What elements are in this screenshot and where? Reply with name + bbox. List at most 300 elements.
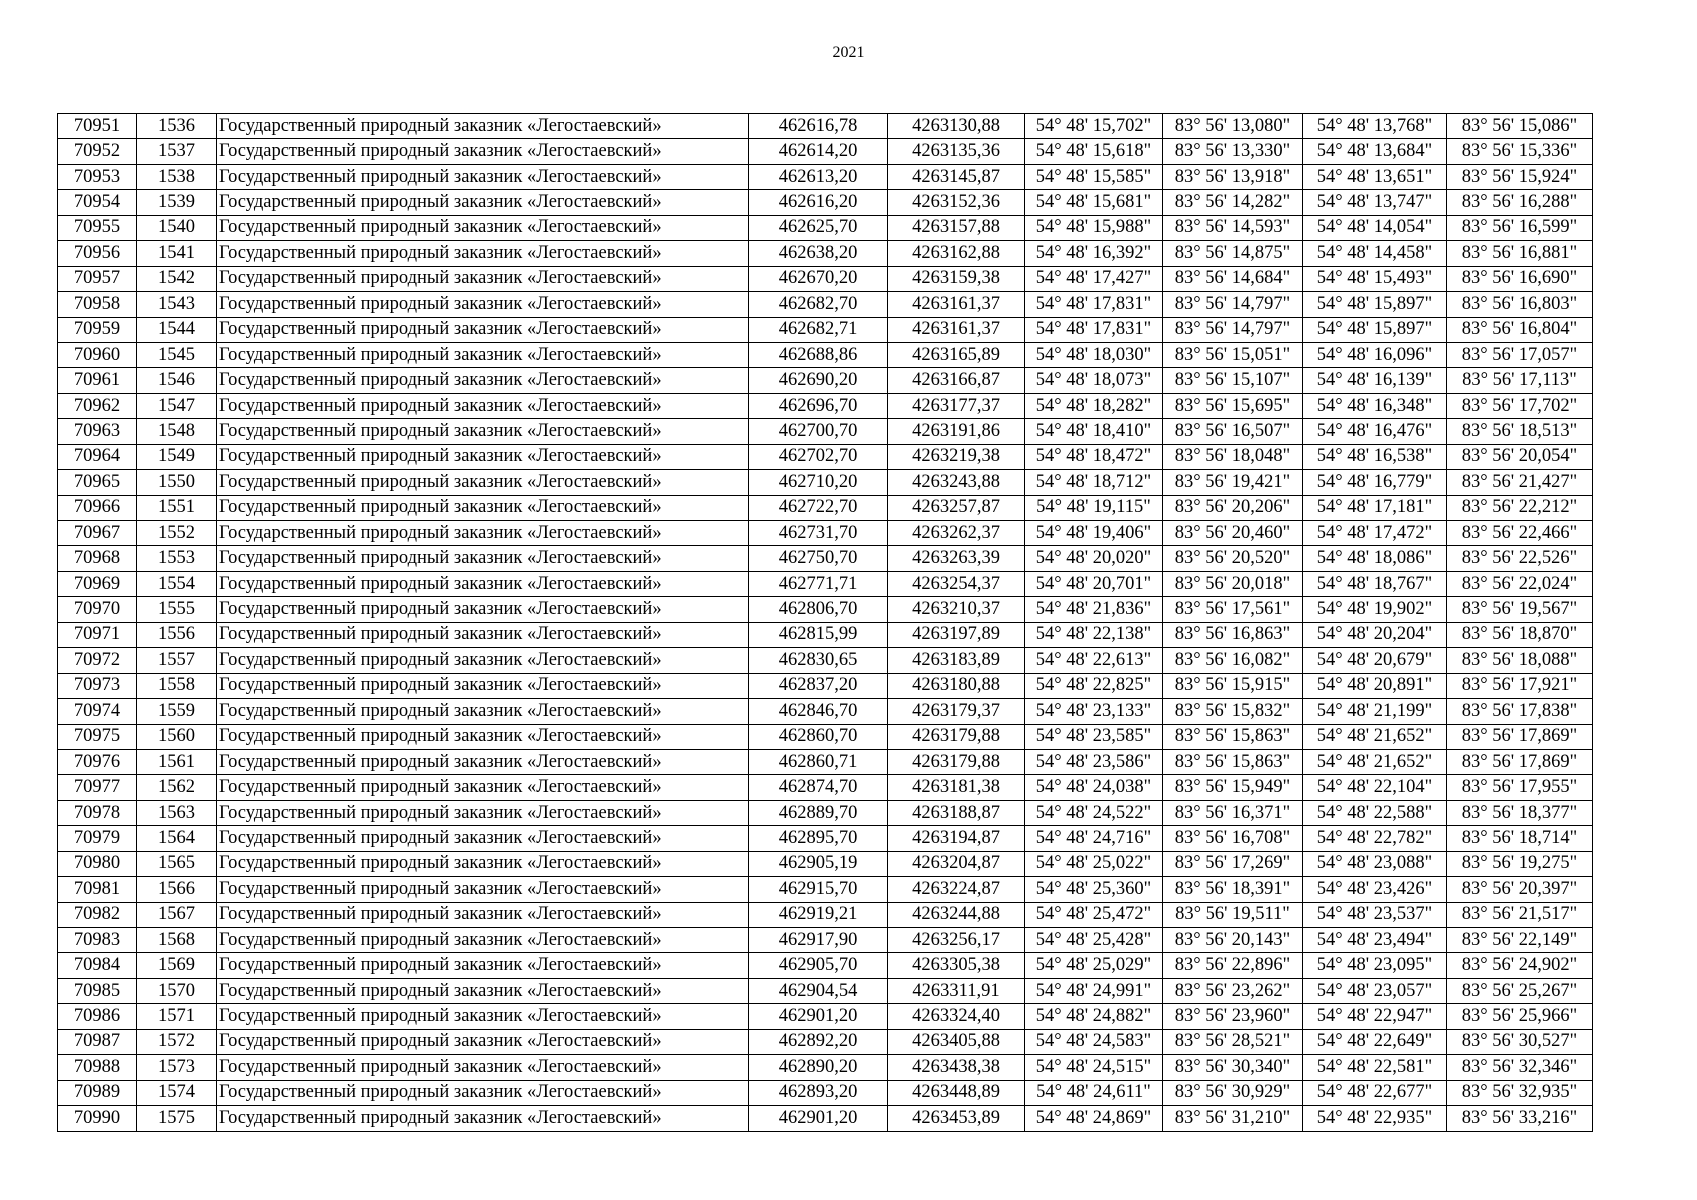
point-number-cell: 1542 [137,266,217,291]
lat-2-cell: 54° 48' 16,538" [1303,444,1447,469]
lat-2-cell: 54° 48' 19,902" [1303,597,1447,622]
point-number-cell: 1538 [137,164,217,189]
table-row [58,571,1593,596]
y-coord-cell: 4263130,88 [888,114,1025,139]
x-coord-cell: 462892,20 [749,1029,888,1054]
x-coord-cell: 462893,20 [749,1080,888,1105]
lat-2-cell: 54° 48' 23,426" [1303,877,1447,902]
lat-1-cell: 54° 48' 15,988" [1025,215,1163,240]
row-id-cell: 70971 [58,622,137,647]
lon-1-cell: 83° 56' 18,391" [1163,877,1303,902]
lon-1-cell: 83° 56' 16,708" [1163,826,1303,851]
table-row [58,495,1593,520]
name-cell: Государственный природный заказник «Легостаевский» [217,1029,749,1054]
lon-2-cell: 83° 56' 22,526" [1447,546,1593,571]
lat-2-cell: 54° 48' 23,095" [1303,953,1447,978]
lat-2-cell: 54° 48' 20,679" [1303,648,1447,673]
name-cell: Государственный природный заказник «Легостаевский» [217,597,749,622]
lon-2-cell: 83° 56' 15,924" [1447,164,1593,189]
lon-2-cell: 83° 56' 18,377" [1447,800,1593,825]
lon-1-cell: 83° 56' 22,896" [1163,953,1303,978]
y-coord-cell: 4263438,38 [888,1055,1025,1080]
lat-2-cell: 54° 48' 22,649" [1303,1029,1447,1054]
lat-2-cell: 54° 48' 22,104" [1303,775,1447,800]
lat-2-cell: 54° 48' 22,947" [1303,1004,1447,1029]
name-cell: Государственный природный заказник «Легостаевский» [217,953,749,978]
y-coord-cell: 4263191,86 [888,419,1025,444]
x-coord-cell: 462670,20 [749,266,888,291]
x-coord-cell: 462815,99 [749,622,888,647]
lon-1-cell: 83° 56' 13,918" [1163,164,1303,189]
lat-1-cell: 54° 48' 15,681" [1025,190,1163,215]
lat-2-cell: 54° 48' 22,935" [1303,1106,1447,1131]
name-cell: Государственный природный заказник «Легостаевский» [217,648,749,673]
point-number-cell: 1573 [137,1055,217,1080]
lon-1-cell: 83° 56' 15,107" [1163,368,1303,393]
y-coord-cell: 4263145,87 [888,164,1025,189]
x-coord-cell: 462731,70 [749,521,888,546]
y-coord-cell: 4263305,38 [888,953,1025,978]
lat-2-cell: 54° 48' 16,139" [1303,368,1447,393]
row-id-cell: 70967 [58,521,137,546]
y-coord-cell: 4263188,87 [888,800,1025,825]
name-cell: Государственный природный заказник «Легостаевский» [217,241,749,266]
lat-2-cell: 54° 48' 16,096" [1303,342,1447,367]
row-id-cell: 70959 [58,317,137,342]
y-coord-cell: 4263262,37 [888,521,1025,546]
y-coord-cell: 4263256,17 [888,928,1025,953]
lon-1-cell: 83° 56' 28,521" [1163,1029,1303,1054]
row-id-cell: 70969 [58,571,137,596]
lon-2-cell: 83° 56' 17,955" [1447,775,1593,800]
lat-1-cell: 54° 48' 24,869" [1025,1106,1163,1131]
row-id-cell: 70964 [58,444,137,469]
name-cell: Государственный природный заказник «Легостаевский» [217,1080,749,1105]
point-number-cell: 1567 [137,902,217,927]
point-number-cell: 1553 [137,546,217,571]
x-coord-cell: 462700,70 [749,419,888,444]
lat-1-cell: 54° 48' 16,392" [1025,241,1163,266]
lon-1-cell: 83° 56' 16,507" [1163,419,1303,444]
table-row [58,1080,1593,1105]
point-number-cell: 1548 [137,419,217,444]
row-id-cell: 70952 [58,139,137,164]
y-coord-cell: 4263152,36 [888,190,1025,215]
name-cell: Государственный природный заказник «Легостаевский» [217,800,749,825]
lon-2-cell: 83° 56' 17,838" [1447,699,1593,724]
name-cell: Государственный природный заказник «Легостаевский» [217,164,749,189]
y-coord-cell: 4263135,36 [888,139,1025,164]
lon-1-cell: 83° 56' 18,048" [1163,444,1303,469]
x-coord-cell: 462750,70 [749,546,888,571]
lat-2-cell: 54° 48' 15,897" [1303,292,1447,317]
lat-1-cell: 54° 48' 18,472" [1025,444,1163,469]
lon-2-cell: 83° 56' 16,288" [1447,190,1593,215]
table-row [58,470,1593,495]
name-cell: Государственный природный заказник «Легостаевский» [217,393,749,418]
y-coord-cell: 4263177,37 [888,393,1025,418]
row-id-cell: 70980 [58,851,137,876]
x-coord-cell: 462771,71 [749,571,888,596]
row-id-cell: 70990 [58,1106,137,1131]
lon-1-cell: 83° 56' 14,797" [1163,317,1303,342]
lat-2-cell: 54° 48' 22,782" [1303,826,1447,851]
point-number-cell: 1556 [137,622,217,647]
row-id-cell: 70962 [58,393,137,418]
y-coord-cell: 4263311,91 [888,978,1025,1003]
table-row [58,342,1593,367]
lon-2-cell: 83° 56' 25,966" [1447,1004,1593,1029]
row-id-cell: 70965 [58,470,137,495]
row-id-cell: 70987 [58,1029,137,1054]
table-row [58,546,1593,571]
lon-1-cell: 83° 56' 23,960" [1163,1004,1303,1029]
point-number-cell: 1562 [137,775,217,800]
x-coord-cell: 462915,70 [749,877,888,902]
table-row [58,597,1593,622]
lat-2-cell: 54° 48' 21,199" [1303,699,1447,724]
lat-1-cell: 54° 48' 24,991" [1025,978,1163,1003]
lat-1-cell: 54° 48' 25,360" [1025,877,1163,902]
y-coord-cell: 4263254,37 [888,571,1025,596]
name-cell: Государственный природный заказник «Легостаевский» [217,470,749,495]
point-number-cell: 1574 [137,1080,217,1105]
name-cell: Государственный природный заказник «Легостаевский» [217,877,749,902]
row-id-cell: 70970 [58,597,137,622]
x-coord-cell: 462837,20 [749,673,888,698]
lat-1-cell: 54° 48' 17,831" [1025,317,1163,342]
lon-1-cell: 83° 56' 20,018" [1163,571,1303,596]
x-coord-cell: 462614,20 [749,139,888,164]
lat-2-cell: 54° 48' 13,684" [1303,139,1447,164]
y-coord-cell: 4263159,38 [888,266,1025,291]
lon-1-cell: 83° 56' 16,082" [1163,648,1303,673]
lon-1-cell: 83° 56' 17,269" [1163,851,1303,876]
lat-1-cell: 54° 48' 19,406" [1025,521,1163,546]
x-coord-cell: 462722,70 [749,495,888,520]
y-coord-cell: 4263166,87 [888,368,1025,393]
lat-1-cell: 54° 48' 23,586" [1025,749,1163,774]
lon-1-cell: 83° 56' 15,863" [1163,724,1303,749]
lon-1-cell: 83° 56' 20,206" [1163,495,1303,520]
lat-1-cell: 54° 48' 15,618" [1025,139,1163,164]
table-row [58,826,1593,851]
y-coord-cell: 4263243,88 [888,470,1025,495]
lon-2-cell: 83° 56' 22,024" [1447,571,1593,596]
table-row [58,393,1593,418]
name-cell: Государственный природный заказник «Легостаевский» [217,292,749,317]
y-coord-cell: 4263197,89 [888,622,1025,647]
name-cell: Государственный природный заказник «Легостаевский» [217,699,749,724]
point-number-cell: 1552 [137,521,217,546]
table-row [58,749,1593,774]
row-id-cell: 70951 [58,114,137,139]
table-row [58,164,1593,189]
point-number-cell: 1575 [137,1106,217,1131]
lat-1-cell: 54° 48' 18,030" [1025,342,1163,367]
point-number-cell: 1550 [137,470,217,495]
table-row [58,978,1593,1003]
lat-1-cell: 54° 48' 24,583" [1025,1029,1163,1054]
name-cell: Государственный природный заказник «Легостаевский» [217,826,749,851]
x-coord-cell: 462688,86 [749,342,888,367]
x-coord-cell: 462702,70 [749,444,888,469]
name-cell: Государственный природный заказник «Легостаевский» [217,266,749,291]
lon-1-cell: 83° 56' 15,832" [1163,699,1303,724]
y-coord-cell: 4263157,88 [888,215,1025,240]
row-id-cell: 70988 [58,1055,137,1080]
y-coord-cell: 4263181,38 [888,775,1025,800]
row-id-cell: 70985 [58,978,137,1003]
x-coord-cell: 462895,70 [749,826,888,851]
table-row [58,241,1593,266]
y-coord-cell: 4263179,88 [888,724,1025,749]
lat-2-cell: 54° 48' 14,054" [1303,215,1447,240]
lat-1-cell: 54° 48' 21,836" [1025,597,1163,622]
x-coord-cell: 462905,19 [749,851,888,876]
y-coord-cell: 4263183,89 [888,648,1025,673]
lon-1-cell: 83° 56' 20,460" [1163,521,1303,546]
lon-2-cell: 83° 56' 25,267" [1447,978,1593,1003]
row-id-cell: 70982 [58,902,137,927]
row-id-cell: 70953 [58,164,137,189]
lon-2-cell: 83° 56' 18,513" [1447,419,1593,444]
point-number-cell: 1572 [137,1029,217,1054]
row-id-cell: 70986 [58,1004,137,1029]
point-number-cell: 1551 [137,495,217,520]
y-coord-cell: 4263180,88 [888,673,1025,698]
x-coord-cell: 462905,70 [749,953,888,978]
y-coord-cell: 4263161,37 [888,317,1025,342]
table-row [58,139,1593,164]
table-row [58,1055,1593,1080]
table-row [58,292,1593,317]
y-coord-cell: 4263162,88 [888,241,1025,266]
point-number-cell: 1565 [137,851,217,876]
table-row [58,266,1593,291]
name-cell: Государственный природный заказник «Легостаевский» [217,1106,749,1131]
lon-1-cell: 83° 56' 30,340" [1163,1055,1303,1080]
name-cell: Государственный природный заказник «Легостаевский» [217,1055,749,1080]
point-number-cell: 1539 [137,190,217,215]
row-id-cell: 70957 [58,266,137,291]
row-id-cell: 70972 [58,648,137,673]
lat-2-cell: 54° 48' 20,204" [1303,622,1447,647]
lat-1-cell: 54° 48' 22,825" [1025,673,1163,698]
lon-2-cell: 83° 56' 15,086" [1447,114,1593,139]
lon-1-cell: 83° 56' 16,371" [1163,800,1303,825]
lon-2-cell: 83° 56' 16,599" [1447,215,1593,240]
lat-1-cell: 54° 48' 25,428" [1025,928,1163,953]
lon-2-cell: 83° 56' 17,869" [1447,724,1593,749]
row-id-cell: 70961 [58,368,137,393]
x-coord-cell: 462710,20 [749,470,888,495]
lat-2-cell: 54° 48' 13,768" [1303,114,1447,139]
row-id-cell: 70975 [58,724,137,749]
point-number-cell: 1554 [137,571,217,596]
lat-2-cell: 54° 48' 13,651" [1303,164,1447,189]
point-number-cell: 1566 [137,877,217,902]
lon-1-cell: 83° 56' 30,929" [1163,1080,1303,1105]
lon-2-cell: 83° 56' 22,466" [1447,521,1593,546]
x-coord-cell: 462696,70 [749,393,888,418]
table-row [58,1029,1593,1054]
lon-2-cell: 83° 56' 17,113" [1447,368,1593,393]
x-coord-cell: 462830,65 [749,648,888,673]
name-cell: Государственный природный заказник «Легостаевский» [217,749,749,774]
name-cell: Государственный природный заказник «Легостаевский» [217,546,749,571]
row-id-cell: 70979 [58,826,137,851]
name-cell: Государственный природный заказник «Легостаевский» [217,724,749,749]
lon-2-cell: 83° 56' 17,702" [1447,393,1593,418]
table-row [58,317,1593,342]
lon-2-cell: 83° 56' 32,935" [1447,1080,1593,1105]
x-coord-cell: 462860,71 [749,749,888,774]
lat-2-cell: 54° 48' 18,086" [1303,546,1447,571]
table-row [58,902,1593,927]
y-coord-cell: 4263165,89 [888,342,1025,367]
name-cell: Государственный природный заказник «Легостаевский» [217,851,749,876]
point-number-cell: 1546 [137,368,217,393]
name-cell: Государственный природный заказник «Легостаевский» [217,622,749,647]
lon-2-cell: 83° 56' 21,517" [1447,902,1593,927]
point-number-cell: 1560 [137,724,217,749]
table-row [58,953,1593,978]
x-coord-cell: 462638,20 [749,241,888,266]
name-cell: Государственный природный заказник «Легостаевский» [217,978,749,1003]
lon-2-cell: 83° 56' 16,804" [1447,317,1593,342]
y-coord-cell: 4263453,89 [888,1106,1025,1131]
name-cell: Государственный природный заказник «Легостаевский» [217,368,749,393]
lon-1-cell: 83° 56' 16,863" [1163,622,1303,647]
lat-2-cell: 54° 48' 15,493" [1303,266,1447,291]
x-coord-cell: 462901,20 [749,1106,888,1131]
table-row [58,190,1593,215]
name-cell: Государственный природный заказник «Легостаевский» [217,902,749,927]
lat-1-cell: 54° 48' 18,410" [1025,419,1163,444]
lon-2-cell: 83° 56' 18,088" [1447,648,1593,673]
lat-2-cell: 54° 48' 23,057" [1303,978,1447,1003]
lat-1-cell: 54° 48' 25,472" [1025,902,1163,927]
lon-1-cell: 83° 56' 19,421" [1163,470,1303,495]
lat-1-cell: 54° 48' 22,613" [1025,648,1163,673]
lat-2-cell: 54° 48' 22,581" [1303,1055,1447,1080]
lat-2-cell: 54° 48' 23,088" [1303,851,1447,876]
lat-2-cell: 54° 48' 16,779" [1303,470,1447,495]
point-number-cell: 1549 [137,444,217,469]
row-id-cell: 70963 [58,419,137,444]
table-row [58,1004,1593,1029]
lat-2-cell: 54° 48' 14,458" [1303,241,1447,266]
lat-1-cell: 54° 48' 19,115" [1025,495,1163,520]
lat-2-cell: 54° 48' 21,652" [1303,724,1447,749]
x-coord-cell: 462616,78 [749,114,888,139]
point-number-cell: 1541 [137,241,217,266]
lat-2-cell: 54° 48' 16,476" [1303,419,1447,444]
point-number-cell: 1537 [137,139,217,164]
x-coord-cell: 462917,90 [749,928,888,953]
table-row [58,775,1593,800]
lon-1-cell: 83° 56' 14,593" [1163,215,1303,240]
row-id-cell: 70954 [58,190,137,215]
lat-1-cell: 54° 48' 24,515" [1025,1055,1163,1080]
x-coord-cell: 462860,70 [749,724,888,749]
row-id-cell: 70974 [58,699,137,724]
row-id-cell: 70973 [58,673,137,698]
lat-1-cell: 54° 48' 24,522" [1025,800,1163,825]
lon-1-cell: 83° 56' 15,949" [1163,775,1303,800]
name-cell: Государственный природный заказник «Легостаевский» [217,571,749,596]
y-coord-cell: 4263179,37 [888,699,1025,724]
row-id-cell: 70958 [58,292,137,317]
name-cell: Государственный природный заказник «Легостаевский» [217,928,749,953]
row-id-cell: 70977 [58,775,137,800]
lat-1-cell: 54° 48' 24,038" [1025,775,1163,800]
lat-1-cell: 54° 48' 24,716" [1025,826,1163,851]
lon-2-cell: 83° 56' 20,054" [1447,444,1593,469]
lat-1-cell: 54° 48' 18,712" [1025,470,1163,495]
point-number-cell: 1555 [137,597,217,622]
lon-1-cell: 83° 56' 14,797" [1163,292,1303,317]
point-number-cell: 1544 [137,317,217,342]
point-number-cell: 1571 [137,1004,217,1029]
lat-1-cell: 54° 48' 25,022" [1025,851,1163,876]
lon-2-cell: 83° 56' 15,336" [1447,139,1593,164]
point-number-cell: 1557 [137,648,217,673]
lon-1-cell: 83° 56' 13,330" [1163,139,1303,164]
lat-2-cell: 54° 48' 15,897" [1303,317,1447,342]
x-coord-cell: 462874,70 [749,775,888,800]
name-cell: Государственный природный заказник «Легостаевский» [217,775,749,800]
table-row [58,215,1593,240]
lon-1-cell: 83° 56' 15,695" [1163,393,1303,418]
lon-2-cell: 83° 56' 16,881" [1447,241,1593,266]
lat-1-cell: 54° 48' 18,282" [1025,393,1163,418]
y-coord-cell: 4263405,88 [888,1029,1025,1054]
name-cell: Государственный природный заказник «Легостаевский» [217,1004,749,1029]
lat-1-cell: 54° 48' 20,020" [1025,546,1163,571]
y-coord-cell: 4263210,37 [888,597,1025,622]
lat-2-cell: 54° 48' 22,677" [1303,1080,1447,1105]
lon-2-cell: 83° 56' 21,427" [1447,470,1593,495]
name-cell: Государственный природный заказник «Легостаевский» [217,673,749,698]
lon-1-cell: 83° 56' 19,511" [1163,902,1303,927]
lon-2-cell: 83° 56' 19,275" [1447,851,1593,876]
lon-2-cell: 83° 56' 17,869" [1447,749,1593,774]
coordinates-table [57,113,1593,1132]
table-row [58,673,1593,698]
point-number-cell: 1558 [137,673,217,698]
row-id-cell: 70966 [58,495,137,520]
table-row [58,444,1593,469]
row-id-cell: 70983 [58,928,137,953]
name-cell: Государственный природный заказник «Легостаевский» [217,317,749,342]
table-row [58,800,1593,825]
table-row [58,521,1593,546]
x-coord-cell: 462904,54 [749,978,888,1003]
lon-1-cell: 83° 56' 14,684" [1163,266,1303,291]
lon-2-cell: 83° 56' 22,149" [1447,928,1593,953]
x-coord-cell: 462682,71 [749,317,888,342]
point-number-cell: 1540 [137,215,217,240]
table-row [58,724,1593,749]
lon-2-cell: 83° 56' 16,690" [1447,266,1593,291]
y-coord-cell: 4263257,87 [888,495,1025,520]
x-coord-cell: 462889,70 [749,800,888,825]
table-row [58,851,1593,876]
lon-1-cell: 83° 56' 14,875" [1163,241,1303,266]
lon-1-cell: 83° 56' 17,561" [1163,597,1303,622]
